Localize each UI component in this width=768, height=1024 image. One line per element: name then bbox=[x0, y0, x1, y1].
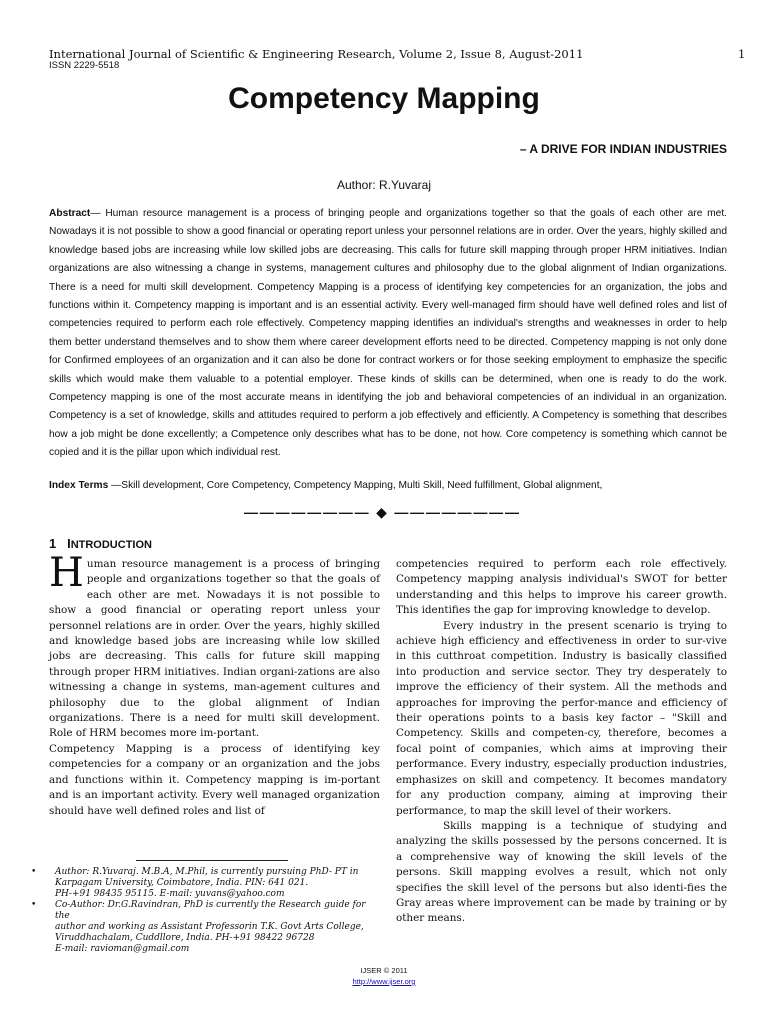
footnote-line: Co-Author: Dr.G.Ravindran, PhD is currently the Research guide for the bbox=[55, 900, 366, 921]
footnote-author bbox=[31, 867, 381, 900]
footnote-line: Viruddhachalam, Cuddllore, India. PH-+91 98422 96728 bbox=[55, 933, 315, 943]
section-number: 1 bbox=[49, 536, 57, 551]
footer-copyright: IJSER © 2011 bbox=[360, 966, 408, 975]
footnote-line: author and working as Assistant Professorin T.K. Govt Arts College, bbox=[55, 922, 364, 932]
footnote-bullet: • bbox=[31, 900, 37, 910]
section-title-first: I bbox=[67, 536, 71, 551]
footnote-line: Karpagam University, Coimbatore, India. PIN: 641 021. bbox=[55, 878, 309, 888]
footnote-line: PH-+91 98435 95115. E-mail: yuvans@yahoo.com bbox=[55, 889, 285, 899]
abstract bbox=[49, 205, 727, 463]
footnote-rule bbox=[136, 860, 288, 861]
abstract-dash: — bbox=[90, 208, 106, 219]
footnote-coauthor bbox=[31, 900, 381, 955]
index-terms-text: —Skill development, Core Competency, Competency Mapping, Multi Skill, Need fulfillment, Global alignment, bbox=[108, 480, 603, 491]
section-title-rest: NTRODUCTION bbox=[70, 539, 152, 551]
author-line: Author: R.Yuvaraj bbox=[336, 178, 432, 192]
right-paragraph-3: Skills mapping is a technique of studying and analyzing the skills possessed by the persons concerned. It is a comprehensive way of knowing the skill levels of the persons. Skill mapping evolves a result, which not only specifies the skill level of the persons but also identi-fies the Gray areas where improvement can be made by training or by other means. bbox=[396, 819, 727, 925]
right-paragraph-2: Every industry in the present scenario is trying to achieve high efficiency and effectiveness in order to sur-vive in this cutthroat competition. Industry is basically classified into production and service sector. They try desperately to improve the efficiency of their system. All the methods and approaches for improving the perfor-mance and efficiency of their operations points to a basis key factor – "Skill and Competency. Skills and competen-cy, therefore, becomes a focal point of companies, which aims at improving their performance. Every industry, especially production industries, emphasizes on skill and competency. It becomes mandatory for any production company, aiming at improving their performance, to map the skill level of their workers. bbox=[396, 619, 727, 817]
issn: ISSN 2229-5518 bbox=[49, 60, 120, 71]
right-column bbox=[396, 557, 727, 927]
footnote-bullet: • bbox=[31, 867, 37, 877]
intro-paragraph-1-text: uman resource management is a process of bringing people and organizations together so that the goals of each other are met. Nowadays it is not possible to show a good financial or operating report unless your personnel relations are in order. Over the years, highly skilled and knowledge based jobs are increasing while low skilled jobs are decreasing. This calls for future skill mapping through proper HRM initiatives. Indian organi-zations are also witnessing a change in systems, man-agement cultures and philosophy due to the global alignment of Indian organizations. There is a need for multi skill development. Role of HRM becomes more im-portant. bbox=[49, 558, 380, 740]
footnotes bbox=[31, 867, 381, 955]
page-number: 1 bbox=[738, 47, 746, 61]
section-heading bbox=[49, 536, 152, 551]
journal-header: International Journal of Scientific & Engineering Research, Volume 2, Issue 8, August-2011 bbox=[49, 47, 584, 61]
footer-link[interactable]: http://www.ijser.org bbox=[352, 977, 416, 986]
paper-subtitle: – A DRIVE FOR INDIAN INDUSTRIES bbox=[519, 142, 727, 156]
intro-paragraph-2: Competency Mapping is a process of identifying key competencies for a company or an organization and the jobs and functions within it. Competency mapping is im-portant and is an important activity. Every well managed organization should have well defined roles and list of bbox=[49, 742, 380, 817]
left-column bbox=[49, 550, 380, 819]
abstract-label: Abstract bbox=[49, 208, 91, 219]
intro-paragraph-1 bbox=[49, 550, 380, 742]
abstract-text: Human resource management is a process of bringing people and organizations together so that the goals of each other are met. Nowadays it is not possible to show a good financial or operating report unless your personnel relations are in order. Over the years, highly skilled and knowledge based jobs are increasing while low skilled jobs are decreasing. This calls for future skill mapping through proper HRM initiatives. Indian organizations are also witnessing a change in systems, management cultures and philosophy due to the global alignment of Indian organizations. There is a need for multi skill development. Competency Mapping is a process of identifying key competencies for an organization, the jobs and functions within it. Competency mapping is important and is an essential activity. Every well-managed firm should have well defined roles and list of competencies required to perform each role effectively. Competency mapping identifies an individual's strengths and weaknesses in order to help them better understand themselves and to show them where career development efforts need to be directed. Competency mapping is not only done for Confirmed employees of an organization and it can also be done for contract workers or for those seeking employment to emphasize the specific skills which would make them valuable to a potential employer. These kinds of skills can be determined, when one is ready to do the work. Competency mapping is one of the most accurate means in identifying the job and behavioral competencies of an individual in an organization. Competency is a set of knowledge, skills and attitudes required to perform a job effectively and efficiently. A Competency is something that describes how a job might be done excellently; a Competence only describes what has to be done, not how. Core competency is something which cannot be copied and it is the pillar upon which individual rest. bbox=[49, 208, 727, 459]
paper-title: Competency Mapping bbox=[228, 82, 540, 115]
section-separator: ———————— ◆ ———————— bbox=[244, 504, 521, 520]
drop-cap: H bbox=[49, 550, 84, 596]
index-terms bbox=[49, 480, 729, 491]
right-paragraph-1: competencies required to perform each role effectively. Competency mapping analysis individual's SWOT for better understanding and this helps to improve his career growth. This identifies the gap for improving knowledge to develop. bbox=[396, 558, 727, 617]
index-terms-label: Index Terms bbox=[49, 480, 109, 491]
footnote-line: E-mail: ravioman@gmail.com bbox=[55, 944, 190, 954]
footnote-line: Author: R.Yuvaraj. M.B.A, M.Phil, is currently pursuing PhD- PT in bbox=[55, 867, 359, 877]
